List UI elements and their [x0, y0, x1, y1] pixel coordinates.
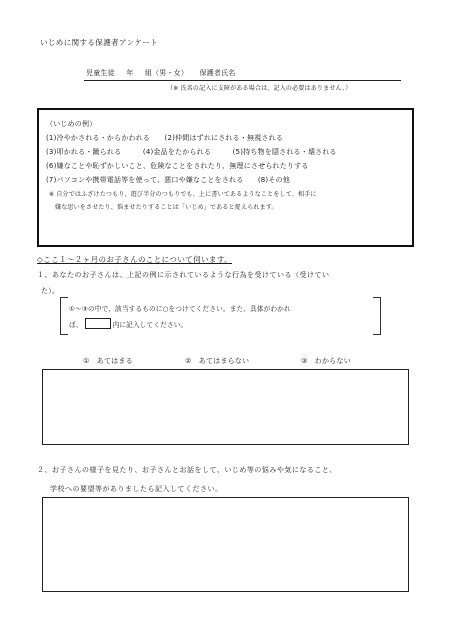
examples-footnote-1: ※ 自分ではふざけたつもり、遊び半分のつもりでも、上に書いてあるようなことをして、相手に — [49, 191, 317, 198]
name-note: （※ 氏名の記入に支障がある場合は、記入の必要はありません。） — [167, 85, 352, 92]
q1-option-2[interactable]: ② あてはまらない — [185, 357, 250, 365]
name-line-label: 児童生徒 年 組（男・女） 保護者氏名 — [86, 69, 236, 77]
bracket-left — [60, 297, 68, 335]
document-title: いじめに関する保護者アンケート — [40, 38, 159, 47]
bullying-examples-box — [37, 108, 414, 247]
q2-answer-box[interactable] — [42, 497, 409, 592]
q2-text-line-2: 学校への要望等がありましたら記入してください。 — [50, 485, 223, 493]
bracket-right — [373, 297, 381, 335]
section-heading: ◇ここ１～２ヶ月のお子さんのことについて伺います。 — [37, 255, 233, 264]
example-row-4: (7)パソコンや携帯電話等を使って、悪口や嫌なことをされる (8)その他 — [46, 176, 290, 184]
name-underline — [84, 80, 401, 81]
q1-answer-box[interactable] — [42, 369, 409, 445]
inline-write-box — [85, 318, 111, 329]
q1-option-1[interactable]: ① あてはまる — [83, 357, 133, 365]
example-row-1: (1)冷やかされる・からかわれる (2)仲間はずれにされる・無視される — [46, 134, 284, 142]
q1-instruction-line-2: ば、 内に記入してください。 — [69, 318, 187, 330]
q1-text-line-2: た）。 — [41, 287, 60, 295]
example-row-2: (3)叩かれる・蹴られる (4)金品をたかられる (5)持ち物を隠される・壊される — [46, 148, 337, 156]
examples-footnote-2: 嫌な思いをさせたり、悩ませたりすることは「いじめ」であると捉えられます。 — [55, 204, 278, 211]
q1-text-line-1: １、あなたのお子さんは、上記の例に示されているような行為を受けている（受けてい — [37, 271, 330, 279]
q1-option-3[interactable]: ③ わからない — [301, 357, 351, 365]
q1-instruction-line-1: ①～③の中で、該当するものに○をつけてください。また、具体がわかれ — [69, 305, 291, 313]
example-row-3: (6)嫌なことや恥ずかしいこと、危険なことをされたり、無理にさせられたりする — [46, 162, 309, 170]
examples-heading: （いじめの例） — [46, 120, 97, 128]
q2-text-line-1: ２、お子さんの様子を見たり、お子さんとお話をして、いじめ等の悩みや気になること、 — [37, 466, 337, 474]
